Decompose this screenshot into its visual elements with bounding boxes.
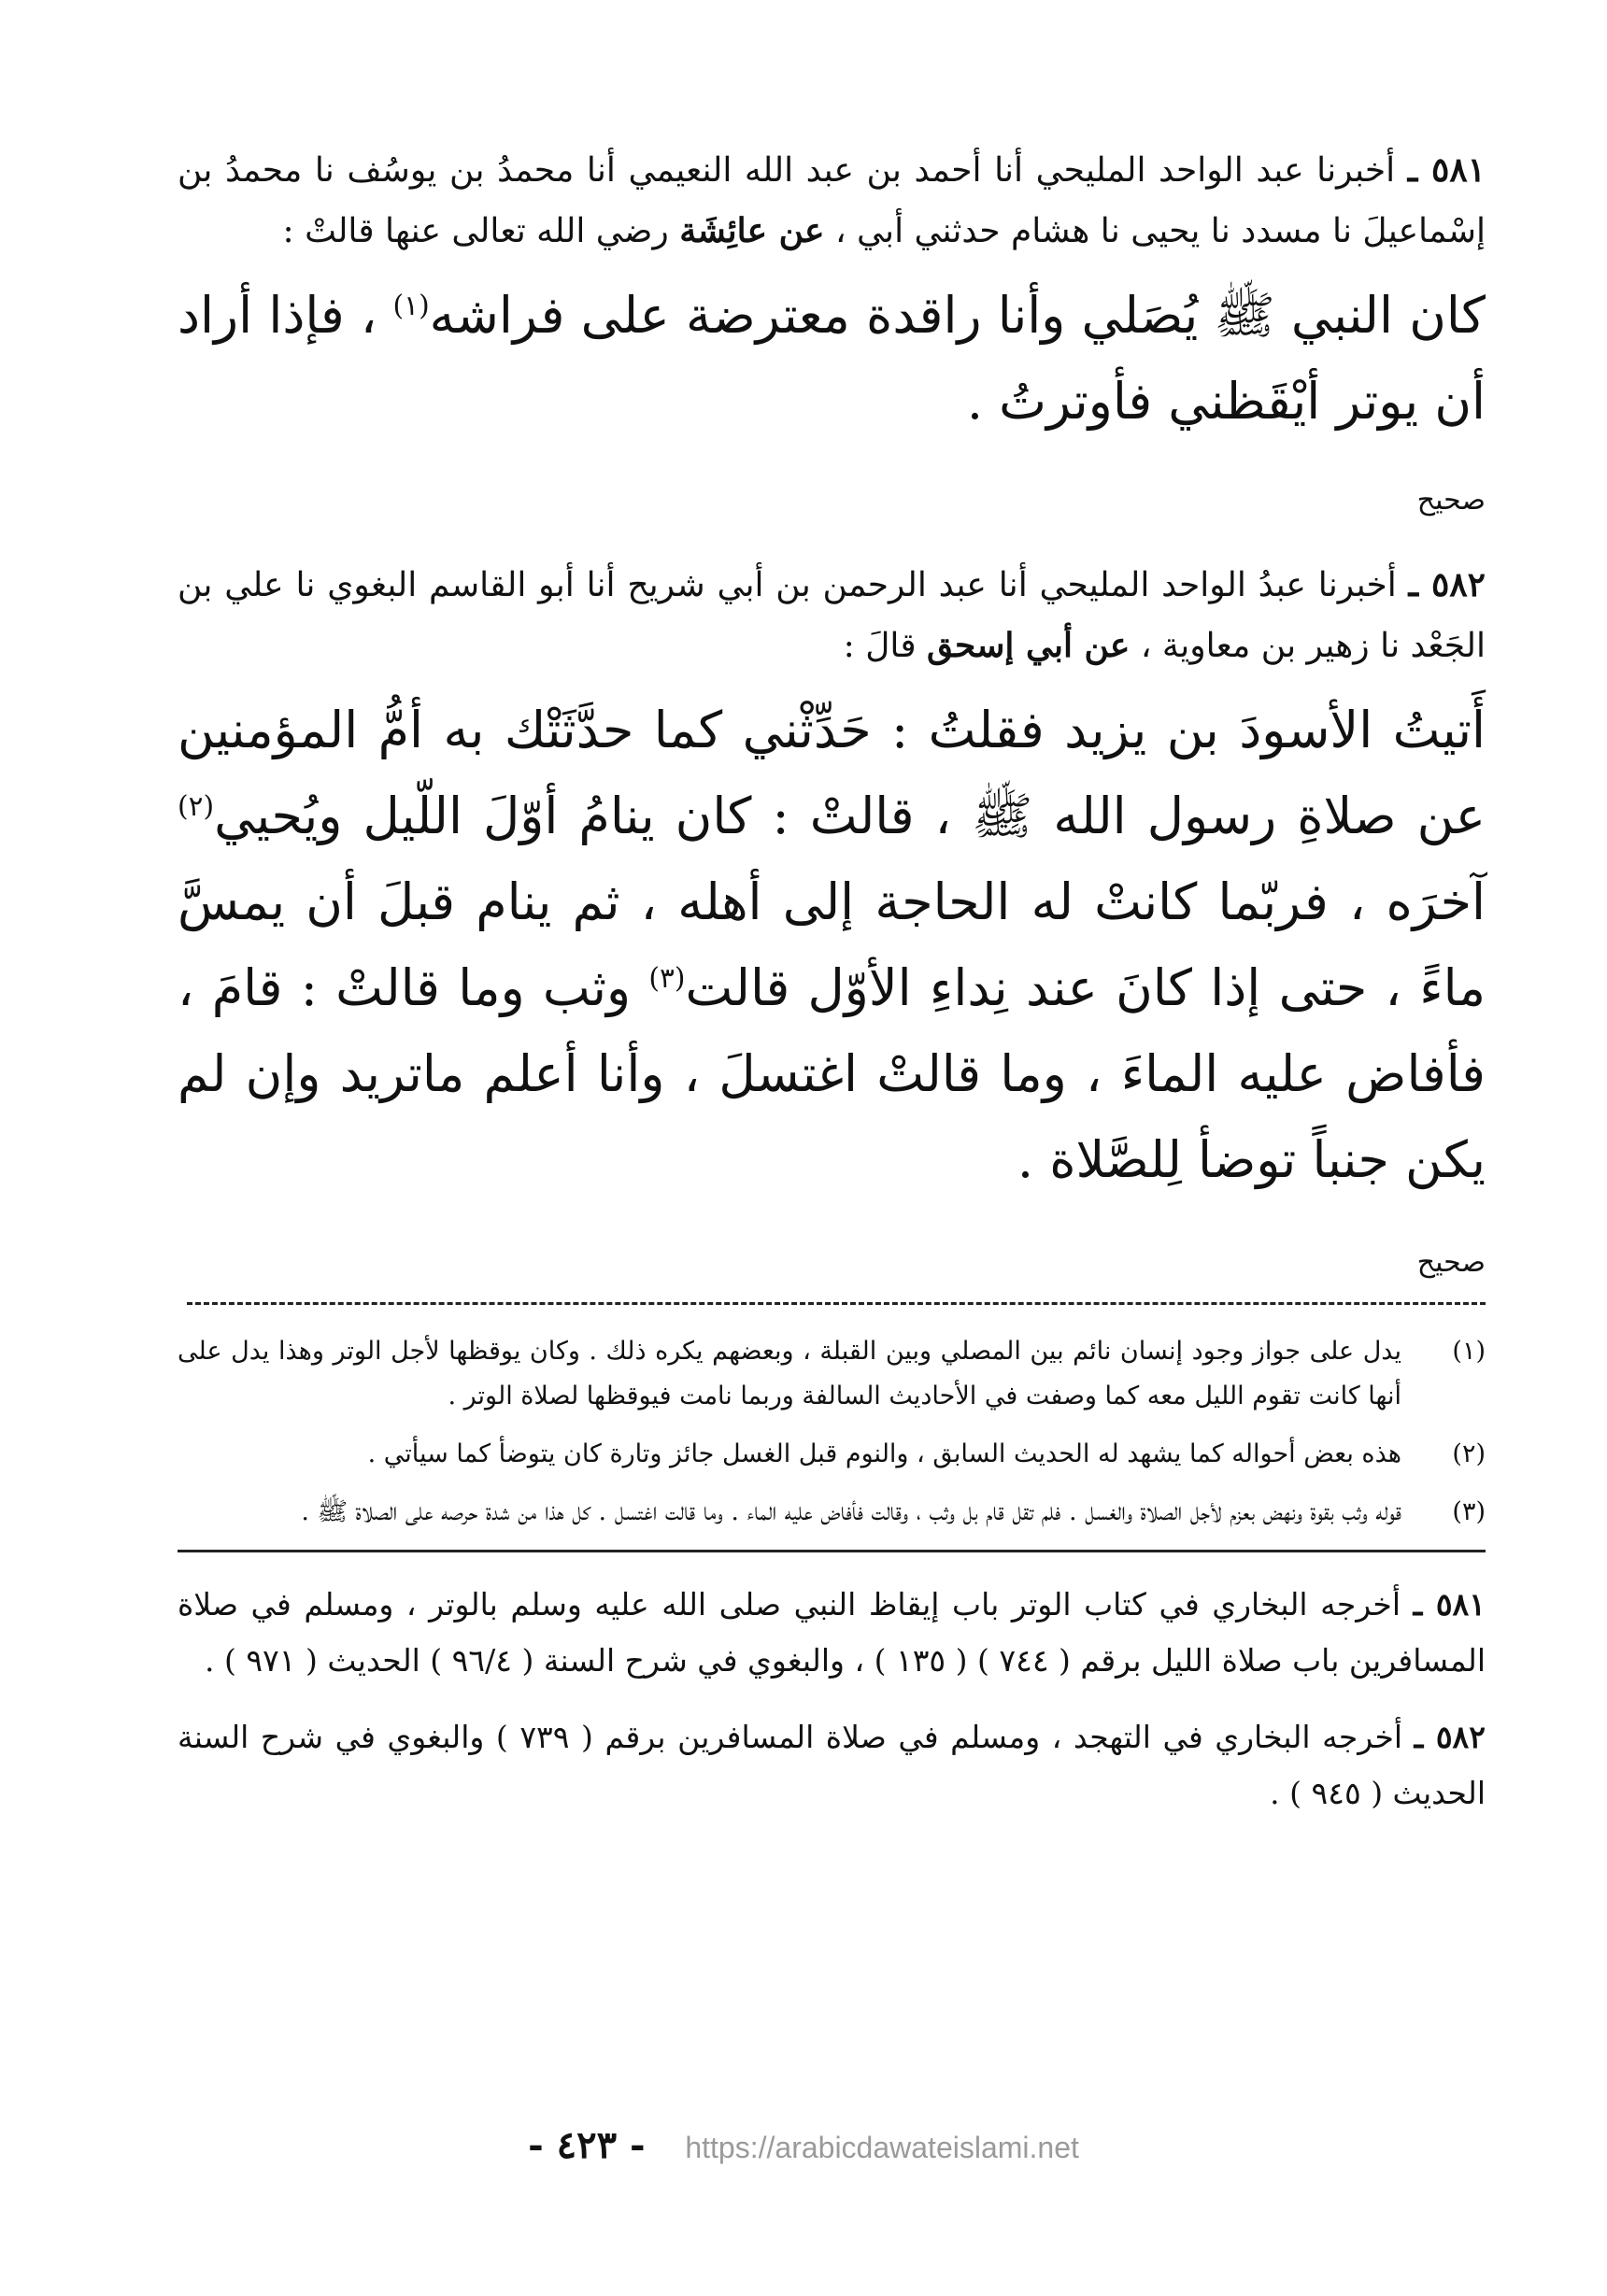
hadith-number: ٥٨١ ـ [1407,150,1486,190]
footnote-marker: (٢) [178,790,215,823]
footnote-number: (١) [1452,1337,1486,1366]
footnote-number: (٢) [1452,1439,1486,1468]
isnad-chain: أخبرنا عبد الواحد المليحي أنا أحمد بن عبد الله النعيمي أنا محمدُ بن يوسُف نا محمدُ بن إسْماعيلَ نا مسدد نا يحيى نا هشام حدثني أبي ، [178,151,1486,250]
isnad-end: قالَ : [843,627,917,665]
footnote [178,1432,1486,1477]
matn-text: أَتيتُ الأسودَ بن يزيد فقلتُ : حَدِّثْني كما حدَّثَتْك به أمُّ المؤمنين عن صلاةِ رسول الله ﷺ ، قالتْ : كان ينامُ أوّلَ اللّيل ويُحيي [178,701,1486,845]
takhrij-number: ٥٨٢ ـ [1414,1719,1486,1755]
takhrij-text: أخرجه البخاري في التهجد ، ومسلم في صلاة المسافرين برقم ( ٧٣٩ ) والبغوي في شرح السنة الحديث ( ٩٤٥ ) . [178,1719,1486,1811]
isnad-end: رضي الله تعالى عنها قالتْ : [282,212,669,250]
hadith-581-matn [178,273,1486,445]
hadith-582-isnad [178,555,1486,676]
hadith-582-matn [178,687,1486,1203]
narrator: عن عائِشَة [679,211,825,250]
matn-text: وثب وما قالتْ : قامَ ، فأفاض عليه الماءَ ، وما قالتْ اغتسلَ ، وأنا أعلم ماتريد وإن لم يكن جنباً توضأ لِلصَّلاة . [178,958,1486,1189]
hadith-581-isnad [178,140,1486,262]
footnote-text: يدل على جواز وجود إنسان نائم بين المصلي وبين القبلة ، وبعضهم يكره ذلك . وكان يوقظها لأجل الوتر وهذا يدل على أنها كانت تقوم الليل معه كما وصفت في الأحاديث السالفة وربما نامت فيوقظها لصلاة الوتر . [178,1337,1401,1410]
footnote-marker: (١) [392,290,430,322]
footnote [178,1490,1486,1535]
page-number: - ٤٢٣ - [528,2123,646,2167]
isnad-chain: أخبرنا عبدُ الواحد المليحي أنا عبد الرحمن بن أبي شريح أنا أبو القاسم البغوي نا علي بن الجَعْد نا زهير بن معاوية ، [178,566,1486,665]
takhrij-separator [178,1550,1486,1552]
footnote-separator [187,1302,1486,1305]
takhrij-entry [178,1577,1486,1689]
matn-text: آخرَه ، فربّما كانتْ له الحاجة إلى أهله ، ثم ينام قبلَ أن يمسَّ ماءً ، حتى إذا كانَ عند نِداءِ الأوّل قالت [178,872,1486,1017]
footnote-marker: (٣) [648,962,686,995]
takhrij-entry [178,1709,1486,1821]
takhrij-number: ٥٨١ ـ [1413,1586,1486,1623]
watermark-url[interactable]: https://arabicdawateislami.net [685,2131,1079,2164]
hadith-581-grade: صحيح [1416,484,1486,517]
matn-text: كان النبي ﷺ يُصَلي وأنا راقدة معترضة على فراشه [429,286,1486,345]
footnote [178,1329,1486,1419]
hadith-582-grade: صحيح [1416,1246,1486,1279]
takhrij-text: أخرجه البخاري في كتاب الوتر باب إيقاظ النبي صلى الله عليه وسلم بالوتر ، ومسلم في صلاة المسافرين باب صلاة الليل برقم ( ٧٤٤ ) ( ١٣٥ ) ، والبغوي في شرح السنة ( ٩٦/٤ ) الحديث ( ٩٧١ ) . [178,1586,1486,1679]
hadith-number: ٥٨٢ ـ [1408,565,1486,604]
matn-text: ، فإذا أراد أن يوتر أيْقَظني فأوترتُ . [178,286,1486,431]
footnote-number: (٣) [1452,1497,1486,1526]
footnote-text: قوله وثب بقوة ونهض بعزم لأجل الصلاة والغسل . فلم تقل قام بل وثب ، وقالت فأفاض عليه الماء . وما قالت اغتسل . كل هذا من شدة حرصه على الصلاة ﷺ . [301,1497,1401,1526]
book-page [178,140,1486,1842]
narrator: عن أبي إسحق [927,626,1131,665]
footnote-text: هذه بعض أحواله كما يشهد له الحديث السابق ، والنوم قبل الغسل جائز وتارة كان يتوضأ كما سيأتي . [367,1439,1401,1468]
page-footer [0,2122,1607,2171]
